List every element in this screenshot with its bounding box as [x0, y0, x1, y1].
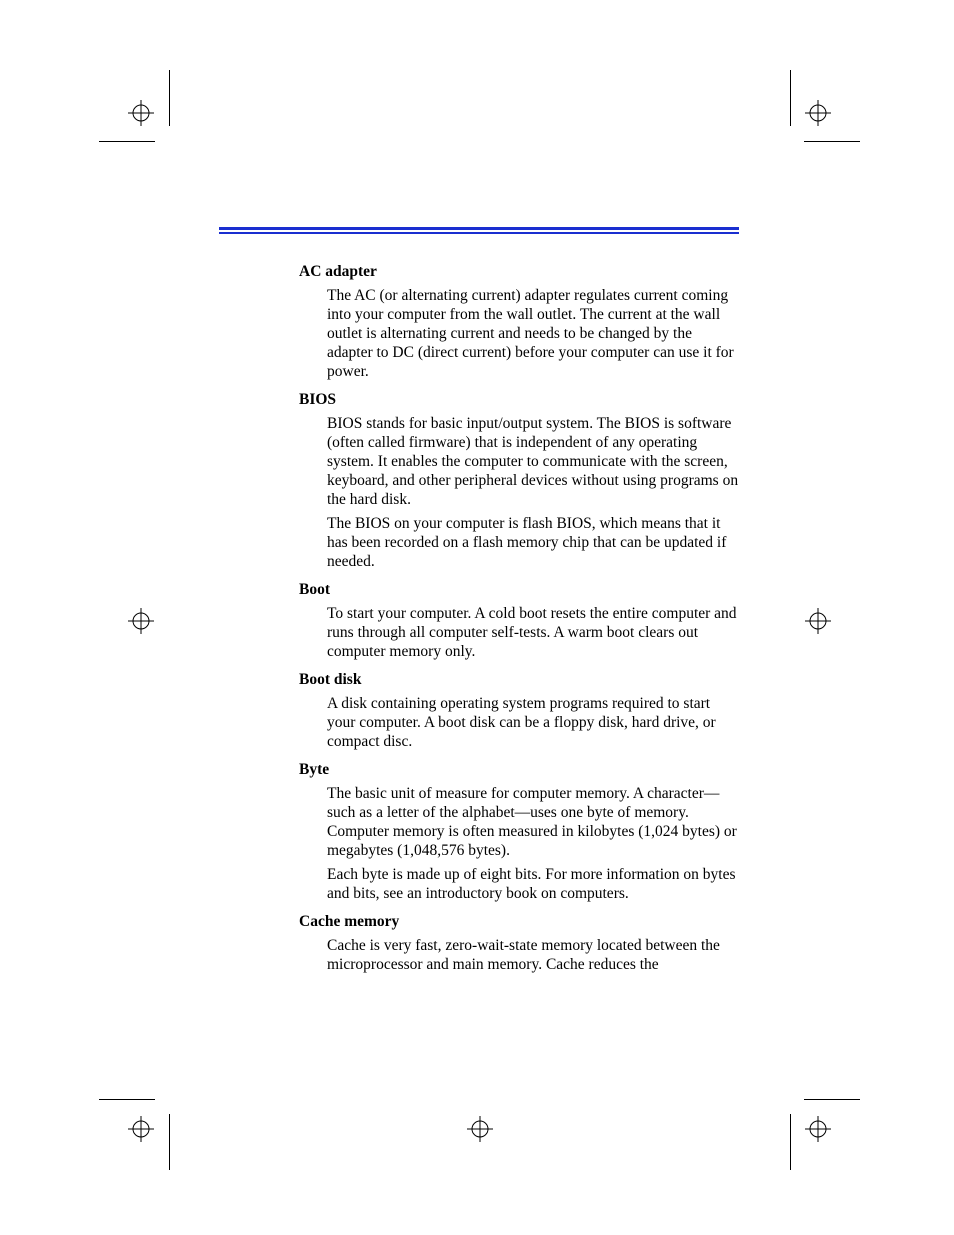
glossary-term: Boot disk	[299, 671, 362, 688]
glossary-definition: The BIOS on your computer is flash BIOS, which means that it has been recorded on a flash memory chip that can be updated if needed.	[327, 515, 727, 570]
glossary-term: Byte	[299, 761, 330, 778]
registration-mark-icon	[805, 100, 831, 126]
glossary-entry	[299, 390, 739, 571]
registration-mark-icon	[467, 1116, 493, 1142]
glossary-definition: The basic unit of measure for computer memory. A character—such as a letter of the alphabet—uses one byte of memory. Computer memory is often measured in kilobytes (1,024 bytes) or megabytes (1,048,576 bytes).	[327, 785, 737, 859]
header-rule-thin	[219, 232, 739, 234]
glossary-term: AC adapter	[299, 263, 377, 280]
glossary-entry	[299, 580, 739, 661]
glossary-definition: A disk containing operating system programs required to start your computer. A boot disk can be a floppy disk, hard drive, or compact disc.	[327, 695, 716, 750]
registration-mark-icon	[128, 100, 154, 126]
crop-mark-top-left-horizontal	[99, 141, 155, 142]
glossary-entry	[299, 912, 739, 974]
registration-mark-icon	[805, 1116, 831, 1142]
registration-mark-icon	[128, 608, 154, 634]
crop-mark-bottom-right-vertical	[790, 1114, 791, 1170]
header-rule	[219, 227, 739, 234]
glossary-term: Boot	[299, 581, 330, 598]
glossary-term: BIOS	[299, 391, 337, 408]
glossary-definition: BIOS stands for basic input/output system. The BIOS is software (often called firmware) that is independent of any operating system. It enables the computer to communicate with the screen, keyboard, and other peripheral devices without using programs on the hard disk.	[327, 415, 739, 508]
registration-mark-icon	[805, 608, 831, 634]
crop-mark-bottom-right-horizontal	[804, 1099, 860, 1100]
glossary-entry	[299, 670, 739, 751]
crop-mark-top-right-vertical	[790, 70, 791, 126]
glossary-list	[299, 262, 739, 983]
glossary-term: Cache memory	[299, 913, 400, 930]
registration-mark-icon	[128, 1116, 154, 1142]
glossary-definition: Cache is very fast, zero-wait-state memory located between the microprocessor and main memory. Cache reduces the	[327, 937, 720, 973]
glossary-definition: Each byte is made up of eight bits. For more information on bytes and bits, see an introductory book on computers.	[327, 866, 736, 902]
glossary-definition: To start your computer. A cold boot resets the entire computer and runs through all computer self-tests. A warm boot clears out computer memory only.	[327, 605, 737, 660]
crop-mark-bottom-left-horizontal	[99, 1099, 155, 1100]
glossary-entry	[299, 262, 739, 381]
crop-mark-top-right-horizontal	[804, 141, 860, 142]
glossary-definition: The AC (or alternating current) adapter regulates current coming into your computer from the wall outlet. The current at the wall outlet is alternating current and needs to be changed by the adapter to DC (direct current) before your computer can use it for power.	[327, 287, 734, 380]
crop-mark-top-left-vertical	[169, 70, 170, 126]
crop-mark-bottom-left-vertical	[169, 1114, 170, 1170]
glossary-entry	[299, 760, 739, 903]
